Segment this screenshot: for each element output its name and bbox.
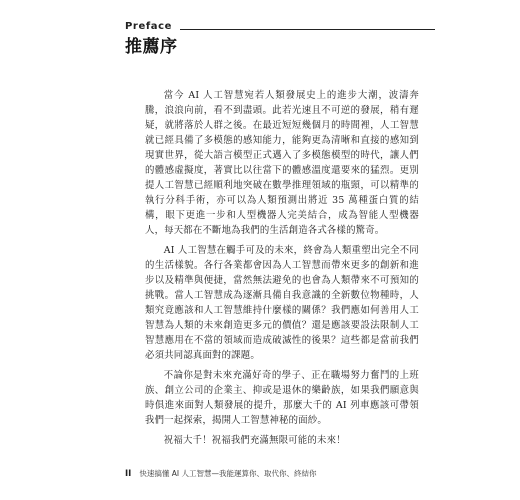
paragraph: AI 人工智慧在觸手可及的未來，終會為人類重塑出完全不同的生活樣貌。各行各業都會因為人工智慧而帶來更多的創新和進步以及精準與便捷，當然無法避免的也會為人類帶來不可預知的挑戰。當人工智慧成為逐漸具備自我意識的全新數位物種時，人類究竟應該和人工智慧維持什麼樣的關係？我們應如何善用人工智慧為人類的未來創造更多元的價值？還是應該要設法限制人工智慧應用在不當的領域而造成破滅性的後果？這些都是當前我們必須共同認真面對的課題。: [145, 245, 419, 361]
page-header: [125, 21, 435, 61]
preface-body: [145, 88, 419, 453]
page-title: 推薦序: [125, 37, 178, 57]
running-title: 快速搞懂 AI 人工智慧—我能運算你、取代你、終結你: [139, 469, 317, 478]
paragraph: 祝福大千！祝福我們充滿無限可能的未來！: [163, 435, 346, 446]
paragraph: 不論你是對未來充滿好奇的學子、正在職場努力奮鬥的上班族、創立公司的企業主、抑或是退休的樂齡族，如果我們願意與時俱進來面對人類發展的提升，那麼大千的 AI 列車應該可帶領我們一起探索，揭開人工智慧神秘的面紗。: [145, 370, 419, 426]
paragraph: 當今 AI 人工智慧宛若人類發展史上的進步大潮，波濤奔騰，浪浪向前，看不到盡頭。此若光速且不可逆的發展，稍有遲疑，就將落於人群之後。在最近短短幾個月的時間裡，人工智慧就已經具備了多模態的感知能力，能夠更為清晰和直接的感知到現實世界，從大語言模型正式邁入了多模態模型的時代，讓人們的體感虛擬度，著實比以往當下的體感溫度還要來的猛烈。更別提人工智慧已經順利地突破在數學推理領域的瓶頸，可以精準的執行分科手術，亦可以為人類預測出將近 35 萬種蛋白質的結構，眼下更進一步和人型機器人完美結合，成為智能人型機器人，每天都在不斷地為我們的生活創造各式各樣的驚奇。: [145, 90, 419, 236]
page-number: II: [125, 469, 132, 479]
page-footer: [125, 468, 316, 480]
preface-label: Preface: [125, 21, 173, 32]
header-divider: [180, 29, 435, 30]
